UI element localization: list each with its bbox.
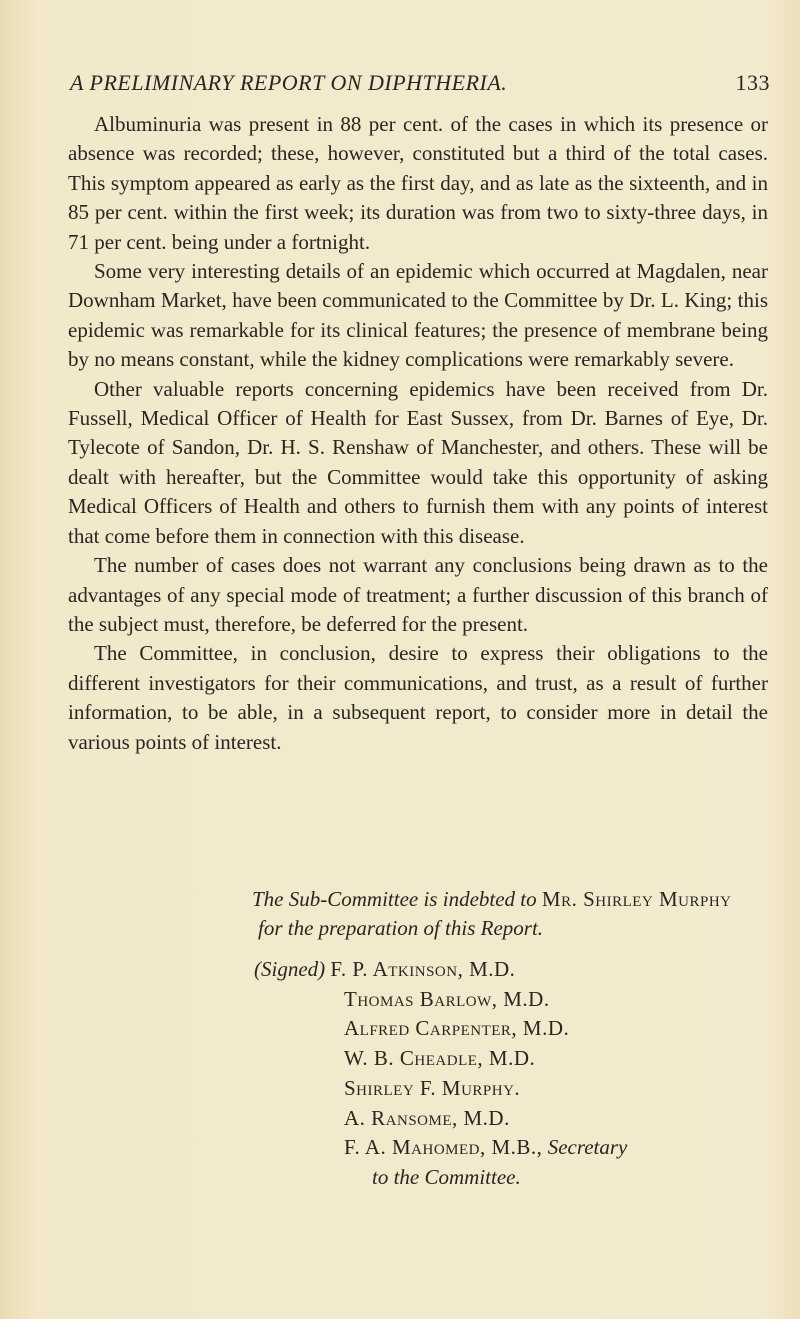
signatory-name: A. Ransome, M.D.	[344, 1105, 510, 1130]
acknowledgement	[252, 885, 772, 943]
acknowledgement-prefix: The Sub-Committee is indebted to	[252, 887, 537, 911]
signatory-name: Alfred Carpenter, M.D.	[344, 1016, 570, 1041]
signatory-name: Shirley F. Murphy.	[344, 1075, 521, 1100]
signature-row	[254, 955, 774, 985]
signatory-name: W. B. Cheadle, M.D.	[344, 1046, 536, 1071]
signature-block	[254, 955, 774, 1193]
body-text	[68, 110, 768, 757]
signatory-name: Thomas Barlow, M.D.	[344, 986, 550, 1011]
paragraph: Some very interesting details of an epidemic which occurred at Magdalen, near Downham Market, have been communicated to the Committee by Dr. L. King; this epidemic was remarkable for its clinical features; the presence of membrane being by no means constant, while the kidney complications were remarkably severe.	[68, 259, 768, 372]
signatory-name: F. A. Mahomed, M.B.,	[344, 1135, 543, 1160]
signatory-name: F. P. Atkinson, M.D.	[330, 957, 516, 981]
paragraph: The Committee, in conclusion, desire to express their obligations to the different investigators for their communications, and trust, as a result of further information, to be able, in a subsequent report, to consider more in detail the various points of interest.	[68, 641, 768, 754]
paragraph: Other valuable reports concerning epidemics have been received from Dr. Fussell, Medical Officer of Health for East Sussex, from Dr. Barnes of Eye, Dr. Tylecote of Sandon, Dr. H. S. Renshaw of Manchester, and others. These will be dealt with hereafter, but the Committee would take this opportunity of asking Medical Officers of Health and others to furnish them with any points of interest that come before them in connection with this disease.	[68, 376, 768, 548]
secretary-role: Secretary	[547, 1135, 628, 1160]
page-number: 133	[735, 70, 770, 95]
acknowledgement-suffix: for the preparation of this Report.	[258, 916, 544, 940]
signed-label: (Signed)	[254, 957, 326, 981]
signature-row-secretary	[254, 1133, 774, 1163]
paragraph: Albuminuria was present in 88 per cent. of the cases in which its presence or absence was recorded; these, however, constituted but a third of the total cases. This symptom appeared as early as the first day, and as late as the sixteenth, and in 85 per cent. within the first week; its duration was from two to sixty-three days, in 71 per cent. being under a fortnight.	[68, 112, 768, 254]
running-title: A PRELIMINARY REPORT ON DIPHTHERIA.	[70, 70, 508, 95]
paragraph: The number of cases does not warrant any conclusions being drawn as to the advantages of any special mode of treatment; a further discussion of this branch of the subject must, therefore, be deferred for the present.	[68, 553, 768, 636]
secretary-role-line-2: to the Committee.	[372, 1164, 521, 1189]
acknowledgement-name: Mr. Shirley Murphy	[541, 887, 732, 911]
acknowledgement-line-1	[252, 885, 772, 914]
